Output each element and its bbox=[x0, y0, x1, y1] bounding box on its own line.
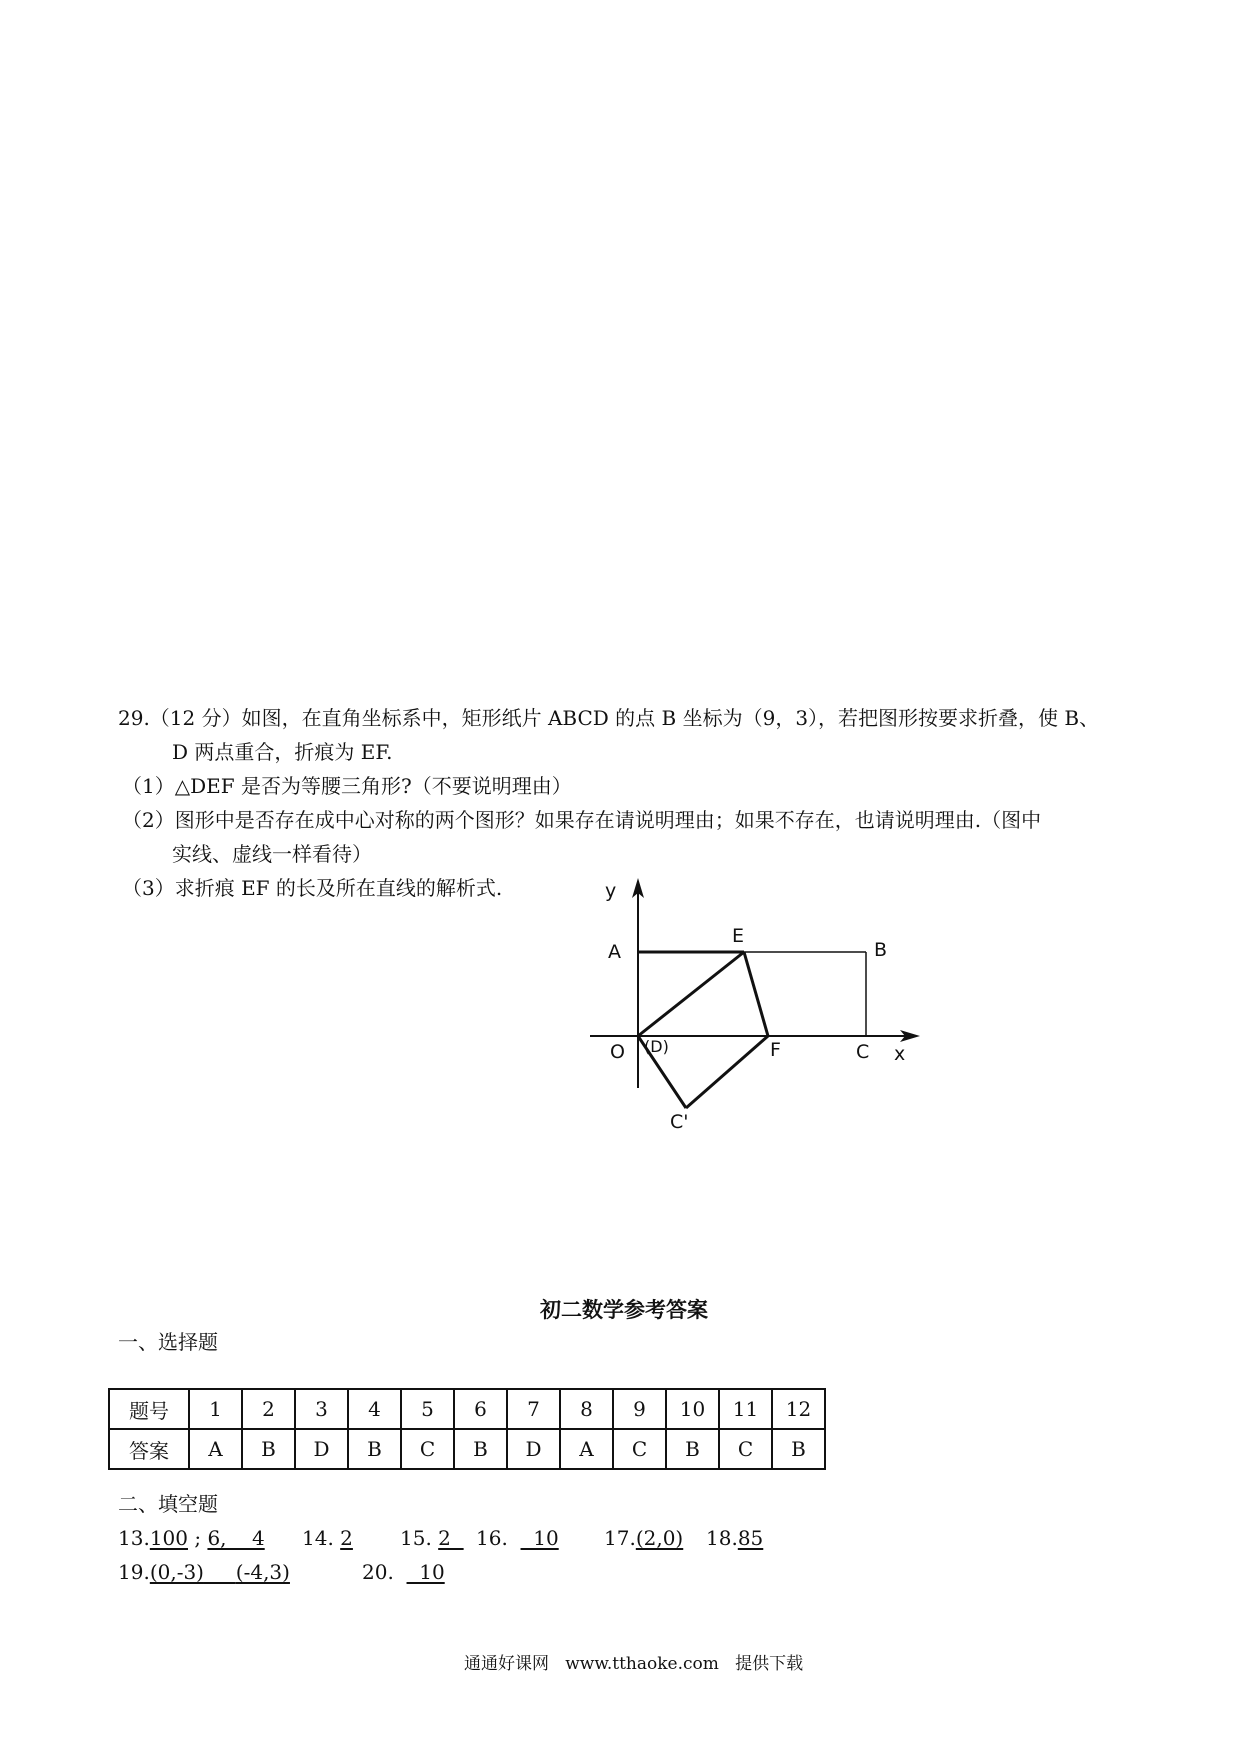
table-cell: 1 bbox=[189, 1389, 242, 1429]
answer-18 bbox=[706, 1524, 763, 1552]
table-row bbox=[109, 1429, 825, 1469]
table-cell: A bbox=[189, 1429, 242, 1469]
question-2a: （2）图形中是否存在成中心对称的两个图形？如果存在请说明理由；如果不存在，也请说明理由.（图中 bbox=[122, 808, 1042, 832]
answer-14-prefix: 14. bbox=[302, 1526, 341, 1550]
row-header-answer: 答案 bbox=[109, 1429, 189, 1469]
table-cell: 2 bbox=[242, 1389, 295, 1429]
label-O: O bbox=[610, 1041, 625, 1063]
table-cell: 9 bbox=[613, 1389, 666, 1429]
answer-16-value: 10 bbox=[520, 1526, 559, 1550]
table-cell: B bbox=[772, 1429, 825, 1469]
table-cell: B bbox=[454, 1429, 507, 1469]
table-cell: 12 bbox=[772, 1389, 825, 1429]
table-row bbox=[109, 1389, 825, 1429]
answer-20-prefix: 20. bbox=[362, 1560, 407, 1584]
answer-13 bbox=[118, 1524, 265, 1552]
table-cell: 7 bbox=[507, 1389, 560, 1429]
table-cell: D bbox=[295, 1429, 348, 1469]
answer-13-value-2: 6, 4 bbox=[207, 1526, 265, 1550]
table-cell: 3 bbox=[295, 1389, 348, 1429]
question-1: （1）△DEF 是否为等腰三角形?（不要说明理由） bbox=[122, 774, 572, 798]
answer-17 bbox=[604, 1524, 683, 1552]
table-cell: B bbox=[666, 1429, 719, 1469]
label-A: A bbox=[608, 941, 621, 963]
table-cell: 10 bbox=[666, 1389, 719, 1429]
table-cell: 5 bbox=[401, 1389, 454, 1429]
answer-20 bbox=[362, 1558, 445, 1586]
answer-17-prefix: 17. bbox=[604, 1526, 636, 1550]
label-C: C bbox=[856, 1041, 870, 1063]
table-cell: 4 bbox=[348, 1389, 401, 1429]
answer-19 bbox=[118, 1558, 290, 1586]
label-y: y bbox=[605, 880, 617, 902]
answer-14 bbox=[302, 1524, 353, 1552]
answer-15-prefix: 15. bbox=[400, 1526, 439, 1550]
answer-20-value: 10 bbox=[406, 1560, 445, 1584]
fold-EF bbox=[744, 952, 768, 1036]
answer-13-prefix: 13. bbox=[118, 1526, 150, 1550]
problem-line-2: D 两点重合，折痕为 EF. bbox=[172, 740, 393, 764]
table-cell: B bbox=[348, 1429, 401, 1469]
edge-FC-prime bbox=[686, 1036, 768, 1108]
section-choice: 一、选择题 bbox=[118, 1330, 218, 1354]
label-B: B bbox=[874, 939, 888, 961]
answer-13-separator: ; bbox=[188, 1526, 208, 1550]
table-cell: C bbox=[401, 1429, 454, 1469]
answer-15-value: 2 bbox=[438, 1526, 464, 1550]
table-cell: D bbox=[507, 1429, 560, 1469]
label-E: E bbox=[732, 925, 745, 947]
table-cell: A bbox=[560, 1429, 613, 1469]
table-cell: C bbox=[613, 1429, 666, 1469]
answer-19-separator bbox=[204, 1560, 236, 1584]
table-cell: 6 bbox=[454, 1389, 507, 1429]
question-3: （3）求折痕 EF 的长及所在直线的解析式. bbox=[122, 876, 503, 900]
answer-19-value-1: (0,-3) bbox=[149, 1560, 204, 1584]
table-cell: B bbox=[242, 1429, 295, 1469]
problem-line-1: 29.（12 分）如图，在直角坐标系中，矩形纸片 ABCD 的点 B 坐标为（9，3），若把图形按要求折叠，使 B、 bbox=[118, 706, 1100, 730]
answer-18-value: 85 bbox=[737, 1526, 764, 1550]
label-D: (D) bbox=[644, 1037, 669, 1056]
label-F: F bbox=[770, 1039, 781, 1061]
answer-16-prefix: 16. bbox=[476, 1526, 521, 1550]
answer-15 bbox=[400, 1524, 464, 1552]
answer-14-value: 2 bbox=[340, 1526, 353, 1550]
label-C-prime: C' bbox=[670, 1111, 689, 1133]
answer-17-value: (2,0) bbox=[635, 1526, 684, 1550]
edge-DE bbox=[638, 952, 744, 1036]
answer-18-prefix: 18. bbox=[706, 1526, 738, 1550]
fold-figure bbox=[560, 870, 940, 1140]
label-x: x bbox=[894, 1043, 906, 1065]
answer-19-value-2: (-4,3) bbox=[235, 1560, 290, 1584]
section-fill: 二、填空题 bbox=[118, 1492, 218, 1516]
answers-title: 初二数学参考答案 bbox=[540, 1297, 708, 1322]
answer-16 bbox=[476, 1524, 559, 1552]
row-header-number: 题号 bbox=[109, 1389, 189, 1429]
answer-13-value-1: 100 bbox=[149, 1526, 188, 1550]
answer-table bbox=[108, 1388, 826, 1470]
answer-19-prefix: 19. bbox=[118, 1560, 150, 1584]
table-cell: 11 bbox=[719, 1389, 772, 1429]
table-cell: C bbox=[719, 1429, 772, 1469]
table-cell: 8 bbox=[560, 1389, 613, 1429]
question-2b: 实线、虚线一样看待） bbox=[172, 842, 372, 866]
footer-text: 通通好课网 www.tthaoke.com 提供下载 bbox=[464, 1654, 804, 1674]
